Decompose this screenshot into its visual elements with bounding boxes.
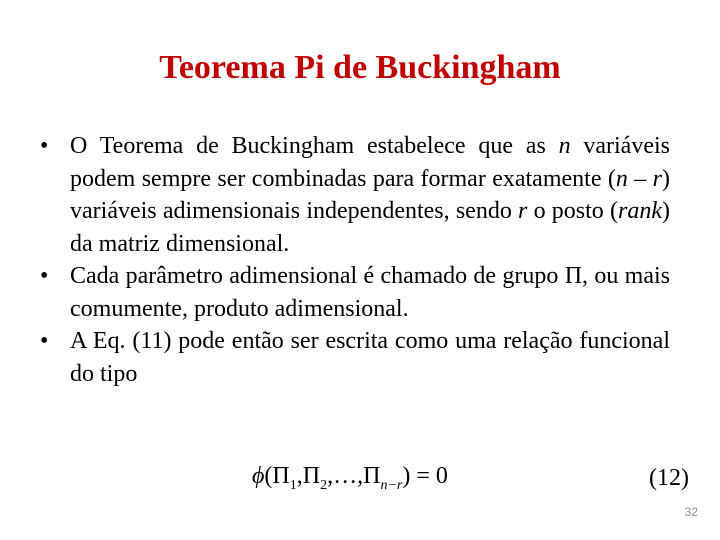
- bullet-text: Cada parâmetro adimensional é chamado de grupo Π, ou mais comumente, produto adimensional.: [70, 263, 670, 322]
- bullet-text: O Teorema de Buckingham estabelece que as n variáveis podem sempre ser combinadas para formar exatamente (n – r) variáveis adimensionais independentes, sendo r o posto (rank) da matriz dimensional.: [70, 133, 671, 257]
- bullet-text: A Eq. (11) pode então ser escrita como uma relação funcional do tipo: [70, 328, 670, 387]
- equation-number: (12): [649, 465, 689, 491]
- bullet-marker: •: [40, 133, 49, 159]
- bullet-item: [30, 325, 670, 390]
- bullet-item: [30, 260, 670, 325]
- slide-number: 32: [684, 505, 698, 519]
- bullet-item: [30, 130, 670, 260]
- bullet-marker: •: [40, 328, 49, 354]
- slide-title: Teorema Pi de Buckingham: [159, 49, 561, 86]
- functional-relation-formula: $\phi(\Pi_1,\Pi_2,\dots,\Pi_{n-r}) = 0$: [252, 463, 448, 493]
- bullet-marker: •: [40, 263, 49, 289]
- bullet-list: [30, 130, 670, 390]
